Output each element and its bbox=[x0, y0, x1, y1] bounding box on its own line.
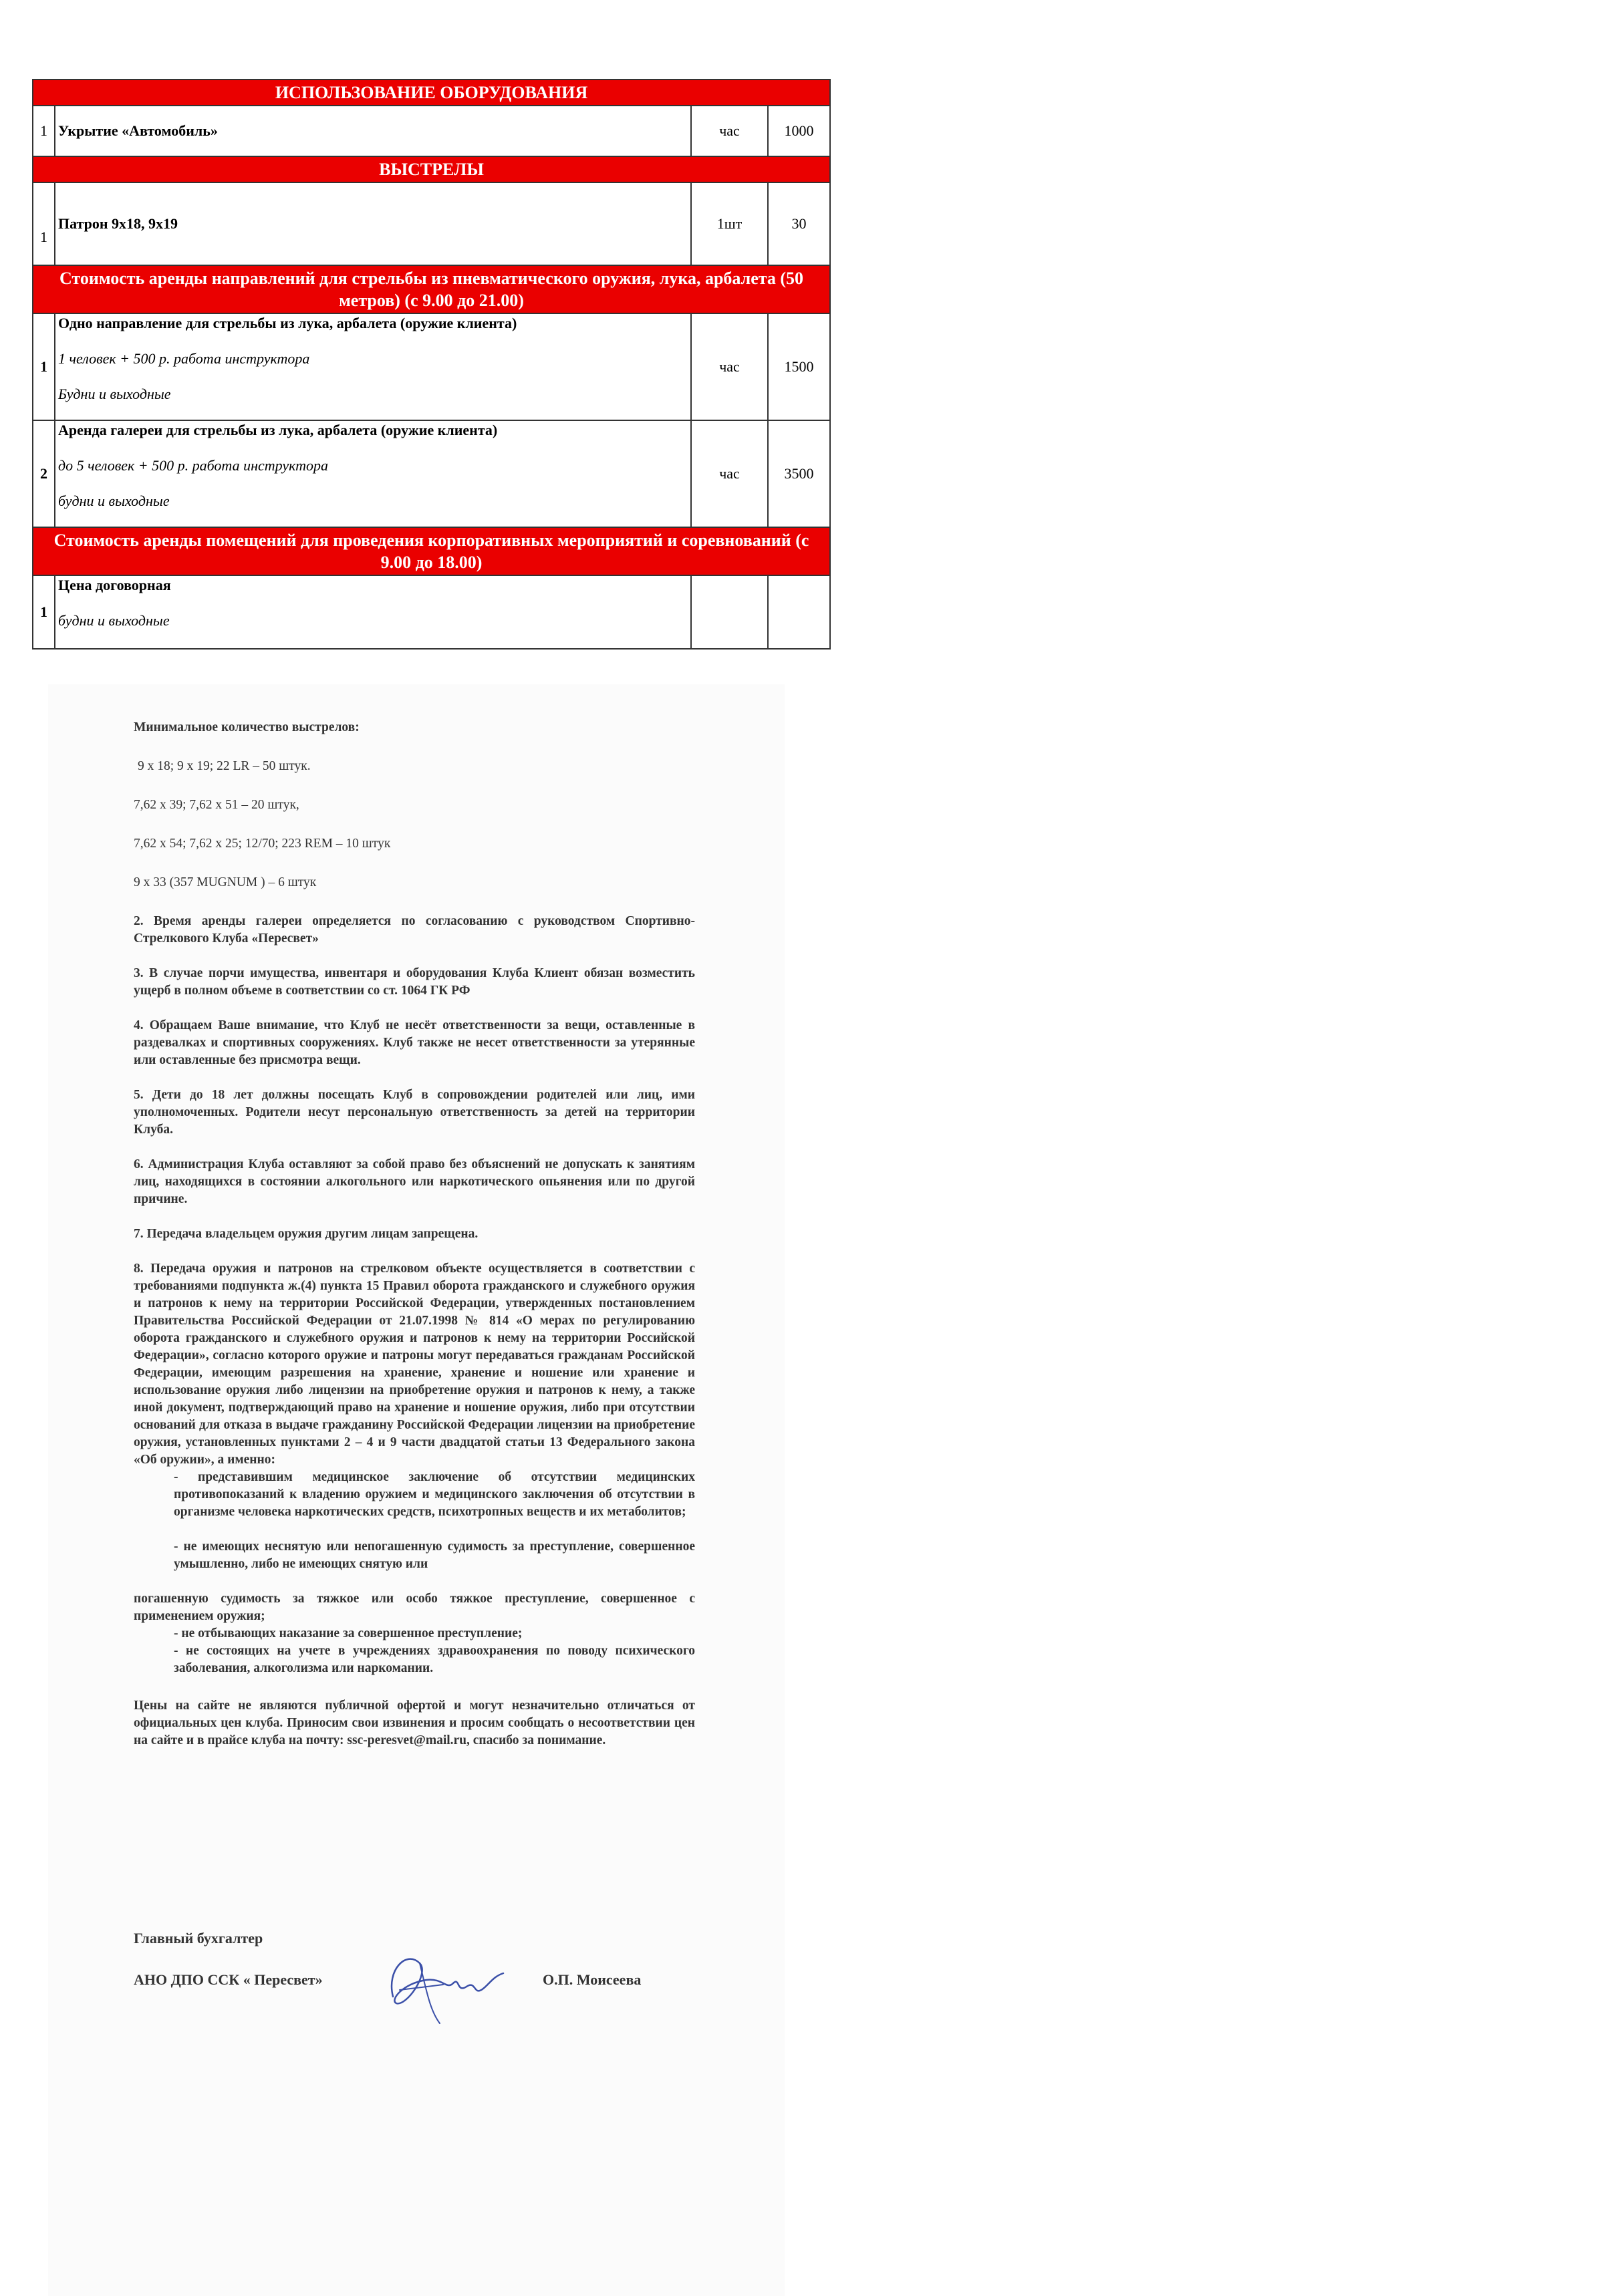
row-note: Будни и выходные bbox=[58, 386, 171, 402]
min-shots-title: Минимальное количество выстрелов: bbox=[134, 720, 360, 734]
row-number: 1 bbox=[33, 106, 55, 156]
clause-8-item: - представившим медицинское заключение об отсутствии медицинских противопоказаний к владению оружием и медицинского заключения об отсутствии в организме человека наркотических средств, психотропных веществ и их метаболитов; bbox=[174, 1470, 695, 1519]
signer-role: Главный бухгалтер bbox=[134, 1930, 263, 1947]
clause-8-item: - не отбывающих наказание за совершенное преступление; bbox=[174, 1626, 523, 1640]
signer-organization: АНО ДПО ССК « Пересвет» bbox=[134, 1971, 323, 1988]
clause-4: 4. Обращаем Ваше внимание, что Клуб не несёт ответственности за вещи, оставленные в раздевалках и спортивных сооружениях. Клуб также не несет ответственности за утерянные или оставленные без присмотра вещи. bbox=[134, 1018, 695, 1067]
min-shots-line: 9 х 18; 9 х 19; 22 LR – 50 штук. bbox=[138, 759, 311, 773]
signature-block bbox=[134, 1930, 708, 2037]
section-title: ИСПОЛЬЗОВАНИЕ ОБОРУДОВАНИЯ bbox=[33, 80, 830, 106]
row-unit: час bbox=[691, 106, 768, 156]
handwritten-signature bbox=[380, 1943, 513, 2030]
row-service: Укрытие «Автомобиль» bbox=[55, 106, 691, 156]
min-shots-line: 7,62 х 54; 7,62 х 25; 12/70; 223 REM – 10 штук bbox=[134, 837, 391, 851]
section-title: ВЫСТРЕЛЫ bbox=[33, 156, 830, 182]
row-service: Цена договорная bbox=[58, 577, 171, 593]
row-price: 1000 bbox=[768, 106, 830, 156]
row-number: 1 bbox=[33, 313, 55, 420]
clause-3: 3. В случае порчи имущества, инвентаря и оборудования Клуба Клиент обязан возместить ущерб в полном объеме в соответствии со ст. 1064 ГК РФ bbox=[134, 966, 695, 998]
clause-8-item: погашенную судимость за тяжкое или особо тяжкое преступление, совершенное с применением оружия; bbox=[134, 1592, 695, 1623]
clause-8-item: - не имеющих неснятую или непогашенную судимость за преступление, совершенное умышленно, либо не имеющих снятую или bbox=[174, 1540, 695, 1571]
row-note: будни и выходные bbox=[58, 612, 170, 629]
row-price: 30 bbox=[768, 182, 830, 265]
clause-8-item: - не состоящих на учете в учреждениях здравоохранения по поводу психического заболевания, алкоголизма или наркомании. bbox=[174, 1644, 695, 1675]
price-disclaimer: Цены на сайте не являются публичной офертой и могут незначительно отличаться от официальных цен клуба. Приносим свои извинения и просим сообщать о несоответствии цен на сайте и в прайсе клуба на почту: ssc-peresvet@mail.ru, спасибо за понимание. bbox=[134, 1699, 695, 1747]
min-shots-line: 9 х 33 (357 MUGNUM ) – 6 штук bbox=[134, 875, 317, 889]
row-service-cell bbox=[55, 575, 691, 649]
row-number: 1 bbox=[33, 182, 55, 265]
price-table bbox=[32, 79, 831, 650]
letter-body bbox=[134, 719, 695, 1749]
table-row bbox=[33, 106, 830, 156]
row-note: до 5 человек + 500 р. работа инструктора bbox=[58, 457, 329, 474]
row-service: Аренда галереи для стрельбы из лука, арбалета (оружие клиента) bbox=[58, 422, 498, 438]
section-title: Стоимость аренды помещений для проведения корпоративных мероприятий и соревнований (с 9.00 до 18.00) bbox=[33, 527, 830, 575]
clause-6: 6. Администрация Клуба оставляют за собой право без объяснений не допускать к занятиям лиц, находящихся в состоянии алкогольного или наркотического опьянения или по другой причине. bbox=[134, 1157, 695, 1206]
row-price: 3500 bbox=[768, 420, 830, 527]
clause-2: 2. Время аренды галереи определяется по согласованию с руководством Спортивно-Стрелкового Клуба «Пересвет» bbox=[134, 914, 695, 946]
signer-name: О.П. Моисеева bbox=[543, 1971, 642, 1988]
row-service-cell bbox=[55, 420, 691, 527]
row-price: 1500 bbox=[768, 313, 830, 420]
section-header-shots bbox=[33, 156, 830, 182]
section-title: Стоимость аренды направлений для стрельбы из пневматического оружия, лука, арбалета (50 метров) (с 9.00 до 21.00) bbox=[33, 265, 830, 313]
row-note: 1 человек + 500 р. работа инструктора bbox=[58, 350, 310, 367]
table-row bbox=[33, 182, 830, 265]
clause-7: 7. Передача владельцем оружия другим лицам запрещена. bbox=[134, 1227, 479, 1241]
table-row bbox=[33, 575, 830, 649]
row-unit: час bbox=[691, 420, 768, 527]
row-number: 2 bbox=[33, 420, 55, 527]
table-row bbox=[33, 313, 830, 420]
clause-5: 5. Дети до 18 лет должны посещать Клуб в сопровождении родителей или лиц, ими уполномоченных. Родители несут персональную ответственность за детей на территории Клуба. bbox=[134, 1088, 695, 1137]
row-service: Одно направление для стрельбы из лука, арбалета (оружие клиента) bbox=[58, 315, 517, 331]
table-row bbox=[33, 420, 830, 527]
row-number: 1 bbox=[33, 575, 55, 649]
row-service-cell bbox=[55, 313, 691, 420]
min-shots-line: 7,62 х 39; 7,62 х 51 – 20 штук, bbox=[134, 798, 299, 812]
row-unit: час bbox=[691, 313, 768, 420]
section-header-range-rental bbox=[33, 265, 830, 313]
section-header-premises-rental bbox=[33, 527, 830, 575]
row-note: будни и выходные bbox=[58, 492, 170, 509]
row-unit bbox=[691, 575, 768, 649]
row-unit: 1шт bbox=[691, 182, 768, 265]
row-price bbox=[768, 575, 830, 649]
clause-8: 8. Передача оружия и патронов на стрелковом объекте осуществляется в соответствии с требованиями подпункта ж.(4) пункта 15 Правил оборота гражданского и служебного оружия и патронов к нему на территории Российской Федерации, утвержденных постановлением Правительства Российской Федерации от 21.07.1998 № 814 «О мерах по регулированию оборота гражданского и служебного оружия и патронов к нему на территории Российской Федерации», согласно которого оружие и патроны могут передаваться гражданам Российской Федерации, имеющим разрешения на хранение, хранение и ношение или хранение и использование оружия либо лицензии на приобретение оружия и патронов к нему, а также иной документ, подтверждающий право на хранение и ношение оружия, либо при отсутствии оснований для отказа в выдаче гражданину Российской Федерации лицензии на приобретение оружия, установленных пунктами 2 – 4 и 9 части двадцатой статьи 13 Федерального закона «Об оружии», а именно: bbox=[134, 1262, 695, 1467]
section-header-equipment bbox=[33, 80, 830, 106]
row-service: Патрон 9х18, 9х19 bbox=[55, 182, 691, 265]
